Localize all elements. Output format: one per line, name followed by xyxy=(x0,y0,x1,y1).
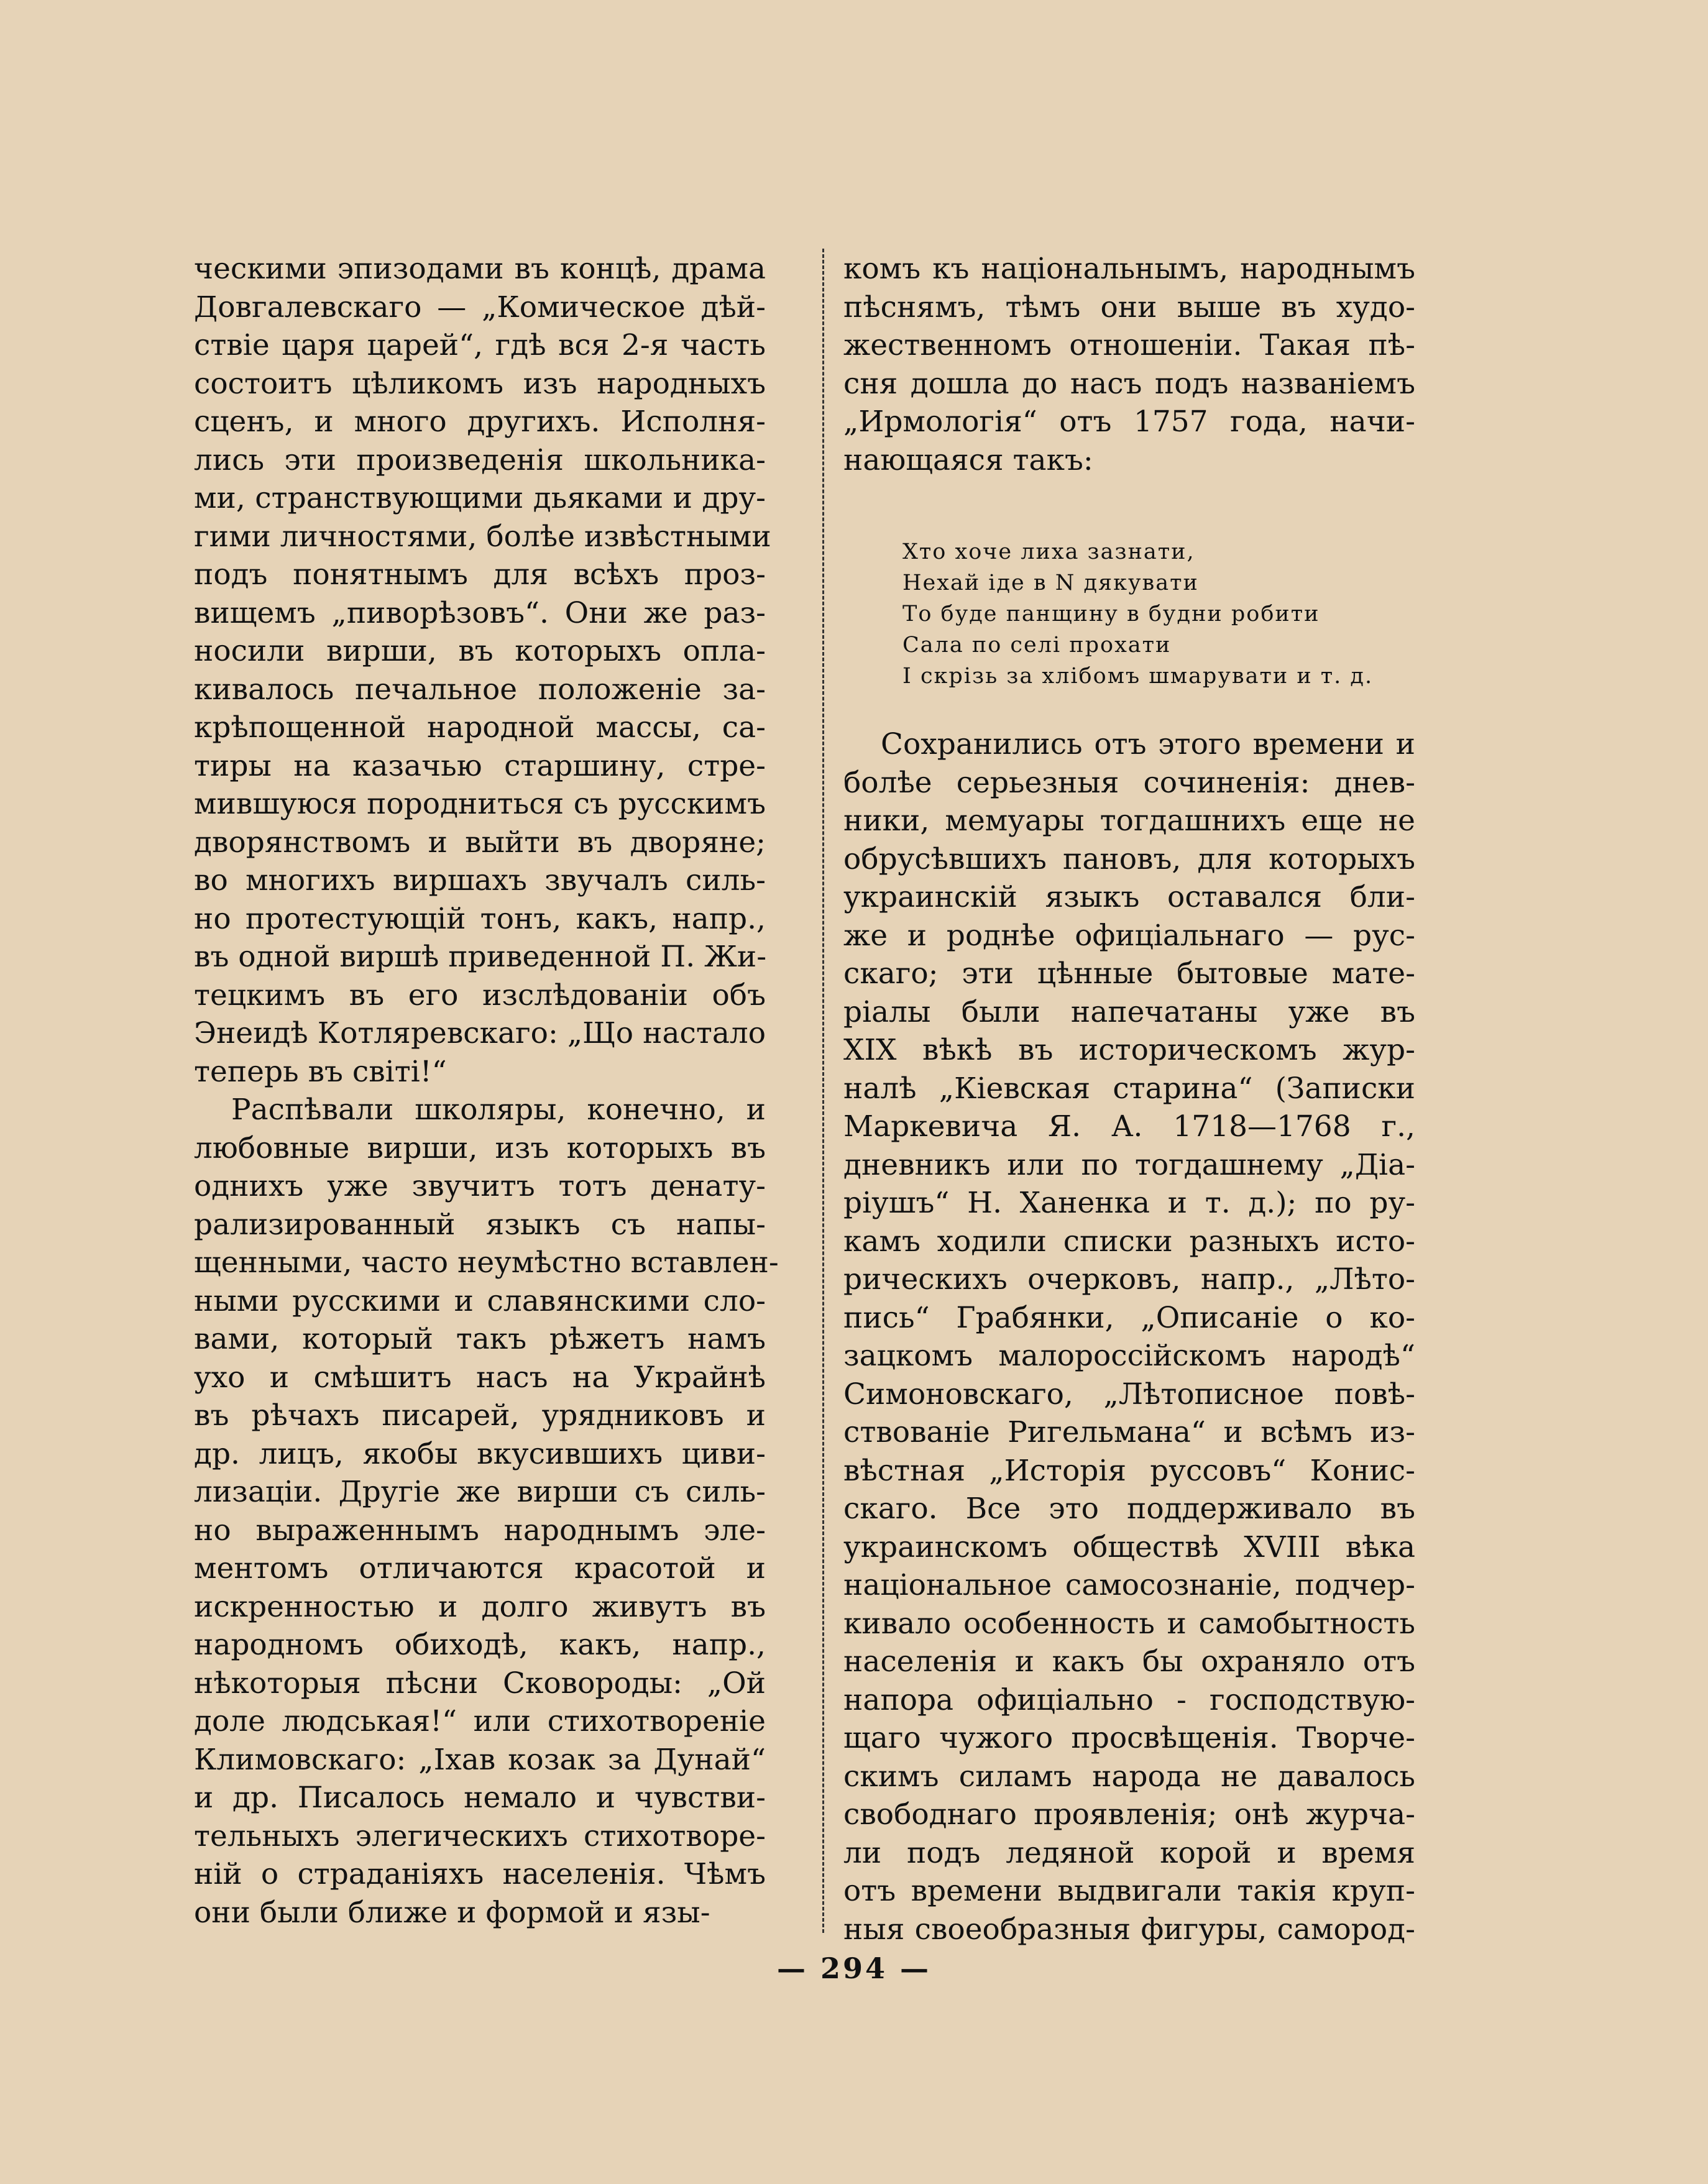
left-column xyxy=(194,250,779,1932)
verse-line: Сала по селі прохати xyxy=(902,633,1172,658)
text-line: ныя своеобразныя фигуры, самород- xyxy=(843,1912,1415,1947)
text-line: ческими эпизодами въ концѣ, драма xyxy=(194,252,766,286)
text-line: ріалы были напечатаны уже въ xyxy=(843,994,1415,1029)
text-line: однихъ уже звучитъ тотъ денату- xyxy=(194,1169,766,1203)
verse-line: Нехай іде в N дякувати xyxy=(902,571,1199,595)
text-line: въ одной виршѣ приведенной П. Жи- xyxy=(194,940,767,974)
text-line: же и роднѣе офиціальнаго — рус- xyxy=(843,918,1415,953)
text-line: нающаяся такъ: xyxy=(843,443,1093,477)
text-line: Симоновскаго, „Лѣтописное повѣ- xyxy=(843,1377,1415,1411)
text-line: искренностью и долго живутъ въ xyxy=(194,1589,766,1624)
text-line: Довгалевскаго — „Комическое дѣй- xyxy=(194,290,766,324)
text-line: вами, который такъ рѣжетъ намъ xyxy=(194,1322,766,1356)
text-line: пись“ Грабянки, „Описаніе о ко- xyxy=(843,1300,1415,1335)
text-line: но выраженнымъ народнымъ эле- xyxy=(194,1513,766,1548)
text-line: пѣснямъ, тѣмъ они выше въ худо- xyxy=(843,290,1415,324)
text-line: состоитъ цѣликомъ изъ народныхъ xyxy=(194,366,766,401)
text-line: др. лицъ, якобы вкусившихъ циви- xyxy=(194,1436,766,1471)
text-line: напора офиціально - господствую- xyxy=(843,1682,1415,1717)
text-line: болѣе серьезныя сочиненія: днев- xyxy=(843,765,1415,800)
text-line: дворянствомъ и выйти въ дворяне; xyxy=(194,825,766,860)
right-column xyxy=(843,250,1415,1948)
text-line: щаго чужого просвѣщенія. Творче- xyxy=(843,1721,1415,1755)
text-line: въ рѣчахъ писарей, урядниковъ и xyxy=(194,1398,766,1433)
text-line: Климовскаго: „Іхав козак за Дунай“ xyxy=(194,1742,766,1777)
text-line: „Ирмологія“ отъ 1757 года, начи- xyxy=(843,405,1415,439)
text-line: украинскій языкъ оставался бли- xyxy=(843,880,1415,914)
text-line: ными русскими и славянскими сло- xyxy=(194,1283,766,1318)
text-line: кивалось печальное положеніе за- xyxy=(194,672,766,707)
text-line: національное самосознаніе, подчер- xyxy=(843,1568,1415,1602)
text-line: теперь въ світі!“ xyxy=(194,1054,447,1089)
text-line: кивало особенность и самобытность xyxy=(843,1606,1415,1641)
text-line: народномъ обиходѣ, какъ, напр., xyxy=(194,1628,766,1662)
text-line: ній о страданіяхъ населенія. Чѣмъ xyxy=(194,1857,766,1891)
text-line: гими личностями, болѣе извѣстными xyxy=(194,519,771,554)
text-line: но протестующій тонъ, какъ, напр., xyxy=(194,901,766,936)
text-line: налѣ „Кіевская старина“ (Записки xyxy=(843,1071,1415,1106)
text-line: обрусѣвшихъ пановъ, для которыхъ xyxy=(843,842,1415,876)
text-line: щенными, часто неумѣстно вставлен- xyxy=(194,1246,779,1280)
text-line: лизаціи. Другіе же вирши съ силь- xyxy=(194,1475,766,1509)
text-line: любовные вирши, изъ которыхъ въ xyxy=(194,1131,766,1165)
text-line: ствованіе Ригельмана“ и всѣмъ из- xyxy=(843,1415,1415,1449)
text-line: комъ къ національнымъ, народнымъ xyxy=(843,252,1415,286)
text-line: рализированный языкъ съ напы- xyxy=(194,1207,766,1242)
text-line: рическихъ очерковъ, напр., „Лѣто- xyxy=(843,1262,1415,1296)
text-line: сня дошла до насъ подъ названіемъ xyxy=(843,366,1415,401)
text-line: ствіе царя царей“, гдѣ вся 2-я часть xyxy=(194,328,766,362)
column-divider xyxy=(822,249,824,1933)
text-line: скимъ силамъ народа не давалось xyxy=(843,1759,1415,1794)
page-number: — 294 — xyxy=(776,1952,932,1985)
text-line: Маркевича Я. А. 1718—1768 г., xyxy=(843,1109,1415,1144)
text-line: тецкимъ въ его изслѣдованіи объ xyxy=(194,978,766,1012)
text-line: ми, странствующими дьяками и дру- xyxy=(194,481,766,515)
text-line: ники, мемуары тогдашнихъ еще не xyxy=(843,804,1415,838)
right-column-bottom-text xyxy=(843,725,1415,1948)
text-line: сценъ, и много другихъ. Исполня- xyxy=(194,405,766,439)
text-line: доле людськая!“ или стихотвореніе xyxy=(194,1704,766,1738)
text-line: ухо и смѣшитъ насъ на Украйнѣ xyxy=(194,1360,766,1395)
text-line: ментомъ отличаются красотой и xyxy=(194,1551,766,1585)
text-line: вищемъ „пиворѣзовъ“. Они же раз- xyxy=(194,595,766,630)
text-line: свободнаго проявленія; онѣ журча- xyxy=(843,1797,1415,1832)
text-line: ли подъ ледяной корой и время xyxy=(843,1835,1415,1870)
text-line: лись эти произведенія школьника- xyxy=(194,443,766,477)
text-line: нѣкоторыя пѣсни Сковороды: „Ой xyxy=(194,1666,766,1700)
text-line: отъ времени выдвигали такія круп- xyxy=(843,1874,1415,1908)
text-line: мившуюся породниться съ русскимъ xyxy=(194,787,766,821)
text-line: носили вирши, въ которыхъ опла- xyxy=(194,634,766,668)
text-line: зацкомъ малороссійскомъ народѣ“ xyxy=(843,1339,1415,1373)
text-line: подъ понятнымъ для всѣхъ проз- xyxy=(194,557,766,592)
verse-quote xyxy=(902,536,1415,692)
text-line: во многихъ виршахъ звучалъ силь- xyxy=(194,863,766,897)
text-line: ріушъ“ Н. Ханенка и т. д.); по ру- xyxy=(843,1186,1415,1220)
text-line: XIX вѣкѣ въ историческомъ жур- xyxy=(843,1033,1415,1067)
text-line: Распѣвали школяры, конечно, и xyxy=(231,1093,766,1127)
text-line: жественномъ отношеніи. Такая пѣ- xyxy=(843,328,1415,362)
text-line: Сохранились отъ этого времени и xyxy=(881,727,1415,761)
text-line: Энеидѣ Котляревскаго: „Що настало xyxy=(194,1016,766,1050)
text-line: дневникъ или по тогдашнему „Діа- xyxy=(843,1147,1415,1182)
text-line: они были ближе и формой и язы- xyxy=(194,1895,710,1930)
text-line: тиры на казачью старшину, стре- xyxy=(194,748,766,783)
text-line: населенія и какъ бы охраняло отъ xyxy=(843,1645,1415,1679)
text-line: скаго. Все это поддерживало въ xyxy=(843,1492,1415,1526)
text-line: тельныхъ элегическихъ стихотворе- xyxy=(194,1819,766,1853)
text-line: крѣпощенной народной массы, са- xyxy=(194,710,766,745)
text-line: украинскомъ обществѣ XVIII вѣка xyxy=(843,1530,1415,1564)
text-line: и др. Писалось немало и чувстви- xyxy=(194,1781,766,1815)
text-line: вѣстная „Исторія руссовъ“ Конис- xyxy=(843,1453,1415,1488)
text-line: камъ ходили списки разныхъ исто- xyxy=(843,1224,1415,1259)
verse-line: То буде панщину в будни робити xyxy=(902,602,1320,626)
right-column-top-text xyxy=(843,250,1415,479)
verse-line: І скрізь за хлібомъ шмарувати и т. д. xyxy=(902,664,1374,689)
text-line: скаго; эти цѣнные бытовые мате- xyxy=(843,957,1415,991)
verse-line: Хто хоче лиха зазнати, xyxy=(902,539,1195,564)
